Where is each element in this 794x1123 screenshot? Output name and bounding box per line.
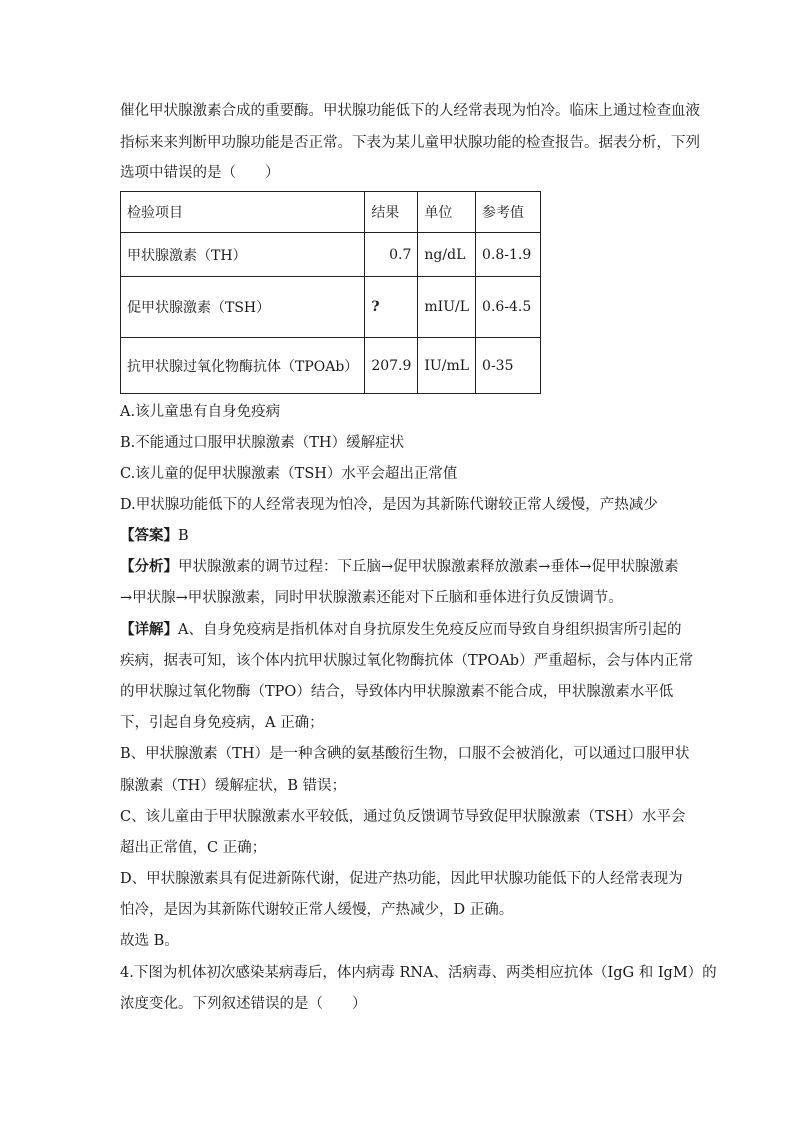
- analysis-label: 【分析】: [120, 558, 178, 575]
- table-header-row: [121, 192, 541, 233]
- detail-text: A、自身免疫病是指机体对自身抗原发生免疫反应而导致自身组织损害所引起的: [178, 622, 682, 638]
- table-row: [121, 338, 541, 394]
- option-a: A.该儿童患有自身免疫病: [120, 404, 281, 420]
- cell-result: 0.7: [365, 233, 418, 277]
- cell-unit: ng/dL: [418, 233, 476, 277]
- conclusion-line: 故选 B。: [120, 933, 179, 949]
- detail-line: 怕冷，是因为其新陈代谢较正常人缓慢，产热减少，D 正确。: [120, 902, 514, 918]
- cell-item: 抗甲状腺过氧化物酶抗体（TPOAb）: [121, 338, 365, 394]
- detail-label: 【详解】: [120, 621, 178, 638]
- question-stem-line-3: 选项中错误的是（ ）: [120, 165, 280, 181]
- cell-item: 甲状腺激素（TH）: [121, 233, 365, 277]
- table-row: [121, 277, 541, 338]
- analysis-text: 甲状腺激素的调节过程：下丘脑→促甲状腺激素释放激素→垂体→促甲状腺激素: [178, 559, 679, 575]
- detail-line: 超出正常值，C 正确；: [120, 840, 267, 856]
- analysis-line-1: [120, 556, 680, 578]
- cell-reference: 0.8-1.9: [476, 233, 541, 277]
- next-question-line-1: 4.下图为机体初次感染某病毒后，体内病毒 RNA、活病毒、两类相应抗体（IgG 和 IgM）的: [120, 965, 717, 981]
- question-stem-line-2: 指标来来判断甲功腺功能是否正常。下表为某儿童甲状腺功能的检查报告。据表分析，下列: [120, 135, 700, 151]
- header-reference: 参考值: [476, 192, 541, 233]
- detail-line: 疾病，据表可知，该个体内抗甲状腺过氧化物酶抗体（TPOAb）严重超标，会与体内正常: [120, 653, 694, 669]
- answer-value: B: [178, 528, 189, 544]
- thyroid-report-table: [120, 191, 541, 394]
- cell-item: 促甲状腺激素（TSH）: [121, 277, 365, 338]
- table-row: [121, 233, 541, 277]
- header-result: 结果: [365, 192, 418, 233]
- detail-line-1: [120, 619, 680, 641]
- detail-line: 腺激素（TH）缓解症状，B 错误；: [120, 778, 347, 794]
- cell-unit: mIU/L: [418, 277, 476, 338]
- cell-unit: IU/mL: [418, 338, 476, 394]
- question-stem-line-1: 催化甲状腺激素合成的重要酶。甲状腺功能低下的人经常表现为怕冷。临床上通过检查血液: [120, 103, 700, 119]
- detail-line: 下，引起自身免疫病，A 正确；: [120, 715, 324, 731]
- detail-line: D、甲状腺激素具有促进新陈代谢，促进产热功能，因此甲状腺功能低下的人经常表现为: [120, 871, 683, 887]
- cell-reference: 0.6-4.5: [476, 277, 541, 338]
- cell-result: ?: [365, 277, 418, 338]
- header-item: 检验项目: [121, 192, 365, 233]
- cell-reference: 0-35: [476, 338, 541, 394]
- analysis-line-2: →甲状腺→甲状腺激素，同时甲状腺激素还能对下丘脑和垂体进行负反馈调节。: [120, 590, 623, 606]
- answer-label: 【答案】: [120, 527, 178, 544]
- detail-line: 的甲状腺过氧化物酶（TPO）结合，导致体内甲状腺激素不能合成，甲状腺激素水平低: [120, 684, 674, 700]
- answer-line: [120, 525, 680, 547]
- header-unit: 单位: [418, 192, 476, 233]
- next-question-line-2: 浓度变化。下列叙述错误的是（ ）: [120, 996, 367, 1012]
- option-b: B.不能通过口服甲状腺激素（TH）缓解症状: [120, 435, 405, 451]
- option-c: C.该儿童的促甲状腺激素（TSH）水平会超出正常值: [120, 466, 458, 482]
- cell-result: 207.9: [365, 338, 418, 394]
- detail-line: B、甲状腺激素（TH）是一种含碘的氨基酸衍生物，口服不会被消化，可以通过口服甲状: [120, 746, 690, 762]
- detail-line: C、该儿童由于甲状腺激素水平较低，通过负反馈调节导致促甲状腺激素（TSH）水平会: [120, 809, 686, 825]
- option-d: D.甲状腺功能低下的人经常表现为怕冷，是因为其新陈代谢较正常人缓慢，产热减少: [120, 497, 658, 513]
